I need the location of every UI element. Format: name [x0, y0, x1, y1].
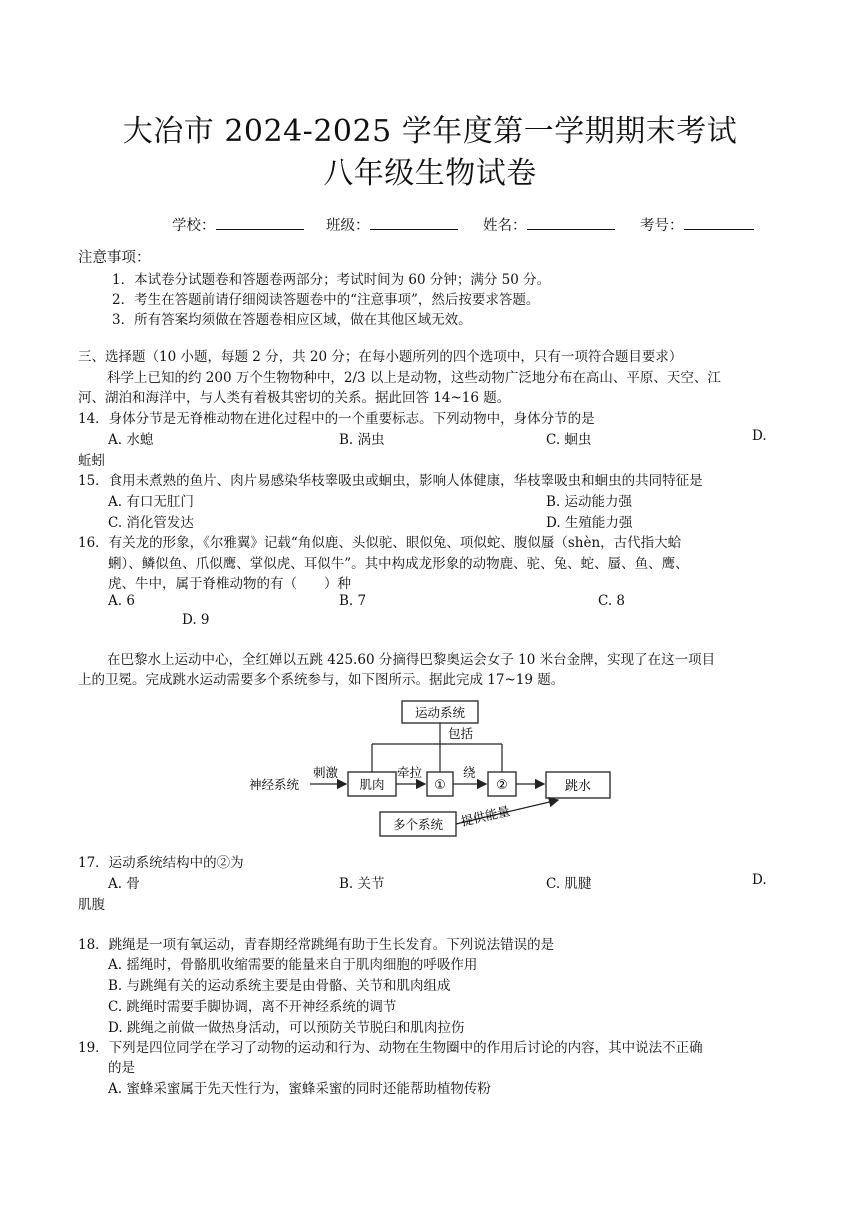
- question-15-stem: 15．食用未煮熟的鱼片、肉片易感染华枝睾吸虫或蛔虫，影响人体健康，华枝睾吸虫和蛔虫的共同特征是: [78, 473, 703, 489]
- q18-option-c[interactable]: C. 跳绳时需要手脚协调，离不开神经系统的调节: [108, 999, 397, 1015]
- question-19-stem: 19．下列是四位同学在学习了动物的运动和行为、动物在生物圈中的作用后讨论的内容，其中说法不正确: [78, 1040, 703, 1056]
- notice-item: 3．所有答案均须做在答题卷相应区域，做在其他区域无效。: [112, 312, 472, 328]
- passage-line: 在巴黎水上运动中心，全红婵以五跳 425.60 分摘得巴黎奥运会女子 10 米台金牌，实现了在这一项目: [107, 652, 716, 668]
- q18-option-d[interactable]: D. 跳绳之前做一做热身活动，可以预防关节脱臼和肌肉拉伤: [108, 1020, 465, 1036]
- q16-option-a[interactable]: A. 6: [108, 593, 135, 609]
- q16-option-b[interactable]: B. 7: [339, 593, 367, 609]
- question-16-stem: 16．有关龙的形象，《尔雅翼》记载“角似鹿、头似驼、眼似兔、项似蛇、腹似蜃（shèn，古代指大蛤: [78, 535, 682, 551]
- exam-number-blank[interactable]: [684, 215, 754, 230]
- structure-2-label: ②: [496, 778, 508, 793]
- exam-title: 大冶市 2024-2025 学年度第一学期期末考试: [122, 114, 738, 149]
- name-blank[interactable]: [527, 215, 615, 230]
- school-field[interactable]: [172, 214, 304, 235]
- exam-number-label: 考号：: [640, 218, 684, 234]
- sports-system-label: 运动系统: [414, 705, 466, 720]
- multi-system-label: 多个系统: [392, 817, 444, 832]
- q15-option-a[interactable]: A. 有口无肛门: [108, 494, 194, 510]
- q19-option-a[interactable]: A. 蜜蜂采蜜属于先天性行为，蜜蜂采蜜的同时还能帮助植物传粉: [108, 1081, 491, 1097]
- name-label: 姓名：: [483, 218, 527, 234]
- q16-option-d[interactable]: D. 9: [182, 612, 210, 628]
- question-17-stem: 17．运动系统结构中的②为: [78, 855, 244, 871]
- nervous-system-label: 神经系统: [249, 777, 300, 792]
- q14-option-a[interactable]: A. 水螅: [108, 432, 154, 448]
- q17-option-c[interactable]: C. 肌腱: [546, 876, 592, 892]
- q15-option-b[interactable]: B. 运动能力强: [546, 494, 633, 510]
- notice-heading: 注意事项：: [78, 250, 151, 266]
- supply-energy-label: 提供能量: [459, 803, 512, 829]
- exam-number-field[interactable]: [640, 214, 754, 235]
- q14-option-c[interactable]: C. 蛔虫: [546, 432, 592, 448]
- class-label: 班级：: [326, 218, 370, 234]
- class-field[interactable]: [326, 214, 458, 235]
- question-18-stem: 18．跳绳是一项有氧运动，青春期经常跳绳有助于生长发育。下列说法错误的是: [78, 937, 555, 953]
- q16-option-c[interactable]: C. 8: [598, 593, 626, 609]
- passage-line: 河、湖泊和海洋中，与人类有着极其密切的关系。据此回答 14~16 题。: [78, 390, 511, 406]
- q17-option-d-label[interactable]: D.: [752, 872, 767, 888]
- includes-label: 包括: [448, 726, 474, 741]
- question-16-stem: 蜊）、鳞似鱼、爪似鹰、掌似虎、耳似牛”。其中构成龙形象的动物鹿、驼、兔、蛇、蜃、鱼、鹰、: [108, 556, 689, 572]
- notice-item: 1．本试卷分试题卷和答题卷两部分；考试时间为 60 分钟；满分 50 分。: [112, 272, 551, 288]
- passage-line: 上的卫冕。完成跳水运动需要多个系统参与，如下图所示。据此完成 17~19 题。: [78, 672, 565, 688]
- question-16-stem: 虎、牛中，属于脊椎动物的有（ ）种: [108, 576, 351, 592]
- question-14-stem: 14．身体分节是无脊椎动物在进化过程中的一个重要标志。下列动物中，身体分节的是: [78, 411, 595, 427]
- section-heading: 三、选择题（10 小题，每题 2 分，共 20 分；在每小题所列的四个选项中，只有一项符合题目要求）: [78, 349, 683, 365]
- notice-item: 2．考生在答题前请仔细阅读答题卷中的“注意事项”，然后按要求答题。: [112, 292, 540, 308]
- q14-option-d-label[interactable]: D.: [752, 428, 767, 444]
- stimulate-label: 刺激: [313, 765, 339, 780]
- q14-option-b[interactable]: B. 涡虫: [339, 432, 385, 448]
- muscle-label: 肌肉: [359, 777, 385, 792]
- q18-option-a[interactable]: A. 摇绳时，骨骼肌收缩需要的能量来自于肌肉细胞的呼吸作用: [108, 957, 478, 973]
- question-19-stem: 的是: [108, 1060, 135, 1076]
- structure-1-label: ①: [434, 778, 446, 793]
- class-blank[interactable]: [370, 215, 458, 230]
- q17-option-a[interactable]: A. 骨: [108, 876, 140, 892]
- pull-label: 牵拉: [397, 765, 423, 780]
- diving-system-diagram: [240, 694, 620, 844]
- q15-option-c[interactable]: C. 消化管发达: [108, 515, 194, 531]
- around-label: 绕: [463, 765, 476, 780]
- school-label: 学校：: [172, 218, 216, 234]
- school-blank[interactable]: [216, 215, 304, 230]
- q15-option-d[interactable]: D. 生殖能力强: [546, 515, 633, 531]
- q14-option-d-text[interactable]: 蚯蚓: [78, 453, 105, 469]
- name-field[interactable]: [483, 214, 615, 235]
- q18-option-b[interactable]: B. 与跳绳有关的运动系统主要是由骨骼、关节和肌肉组成: [108, 978, 451, 994]
- exam-subtitle: 八年级生物试卷: [323, 156, 537, 191]
- q17-option-d-text[interactable]: 肌腹: [78, 897, 105, 913]
- diving-label: 跳水: [564, 779, 592, 794]
- passage-line: 科学上已知的约 200 万个生物物种中，2/3 以上是动物，这些动物广泛地分布在高山、平原、天空、江: [107, 370, 721, 386]
- q17-option-b[interactable]: B. 关节: [339, 876, 385, 892]
